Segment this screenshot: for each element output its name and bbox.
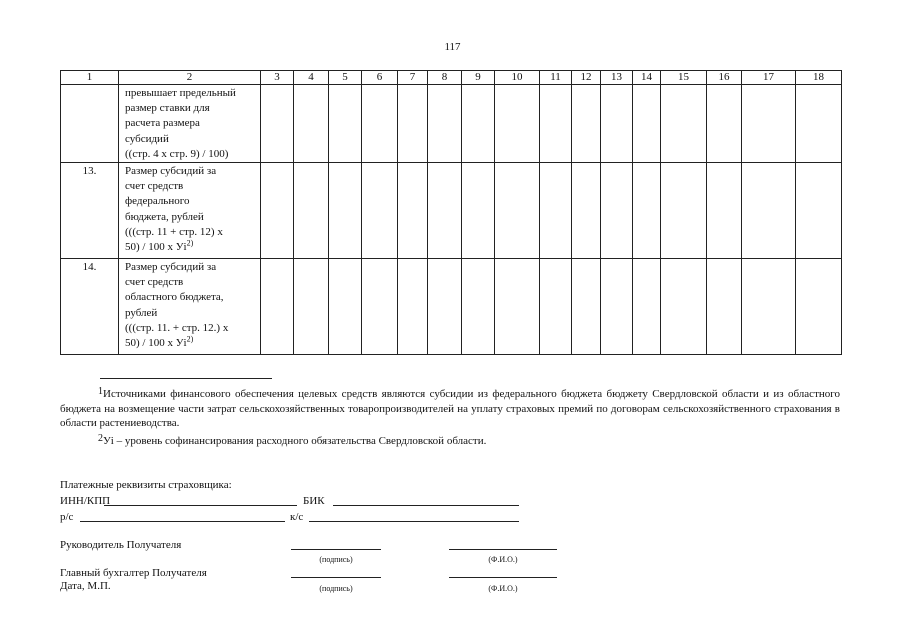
bik-label: БИК: [303, 495, 325, 507]
row-number: 13.: [61, 163, 119, 259]
value-cell[interactable]: [495, 259, 540, 355]
description-line: [125, 132, 256, 147]
value-cell[interactable]: [742, 85, 796, 163]
header-cell: 3: [261, 71, 294, 85]
value-cell[interactable]: [362, 85, 398, 163]
footnote-2-text: Уi – уровень софинансирования расходного обязательства Свердловской области.: [103, 435, 487, 447]
row-description: [119, 163, 261, 259]
description-line: [125, 336, 256, 351]
header-cell: 8: [428, 71, 462, 85]
value-cell[interactable]: [462, 163, 495, 259]
rs-field[interactable]: [80, 521, 285, 522]
description-line-text: счет средств: [125, 180, 184, 193]
bik-field[interactable]: [333, 505, 519, 506]
value-cell[interactable]: [707, 163, 742, 259]
value-cell[interactable]: [398, 259, 428, 355]
value-cell[interactable]: [261, 163, 294, 259]
value-cell[interactable]: [398, 85, 428, 163]
accountant-name-line[interactable]: [449, 577, 557, 578]
head-signature-caption: (подпись): [319, 555, 353, 564]
header-cell: 15: [661, 71, 707, 85]
header-cell: 11: [540, 71, 572, 85]
value-cell[interactable]: [362, 259, 398, 355]
value-cell[interactable]: [633, 163, 661, 259]
description-line-text: рублей: [125, 306, 158, 319]
header-cell: 16: [707, 71, 742, 85]
value-cell[interactable]: [572, 85, 601, 163]
value-cell[interactable]: [601, 259, 633, 355]
value-cell[interactable]: [633, 259, 661, 355]
value-cell[interactable]: [294, 85, 329, 163]
value-cell[interactable]: [540, 259, 572, 355]
accountant-signature-line[interactable]: [291, 577, 381, 578]
description-line: [125, 179, 256, 194]
table-row: [61, 85, 842, 163]
description-line-text: счет средств: [125, 276, 184, 289]
value-cell[interactable]: [742, 163, 796, 259]
row-number: [61, 85, 119, 163]
inn-kpp-field[interactable]: [104, 505, 297, 506]
table-row: [61, 163, 842, 259]
value-cell[interactable]: [428, 163, 462, 259]
description-line: [125, 290, 256, 305]
description-line: [125, 164, 256, 179]
header-cell: 2: [119, 71, 261, 85]
value-cell[interactable]: [601, 85, 633, 163]
value-cell[interactable]: [462, 85, 495, 163]
footnote-reference: 2): [186, 334, 194, 344]
rs-label: р/с: [60, 511, 74, 523]
value-cell[interactable]: [428, 259, 462, 355]
value-cell[interactable]: [661, 259, 707, 355]
accountant-label: Главный бухгалтер Получателя: [60, 567, 207, 579]
value-cell[interactable]: [633, 85, 661, 163]
head-signature-line[interactable]: [291, 549, 381, 550]
description-line: [125, 240, 256, 255]
head-name-line[interactable]: [449, 549, 557, 550]
value-cell[interactable]: [661, 85, 707, 163]
value-cell[interactable]: [661, 163, 707, 259]
value-cell[interactable]: [261, 259, 294, 355]
footnote-2: [60, 432, 840, 449]
description-line: [125, 306, 256, 321]
value-cell[interactable]: [294, 259, 329, 355]
description-line-text: субсидий: [125, 132, 169, 145]
header-cell: 17: [742, 71, 796, 85]
description-line: [125, 194, 256, 209]
description-line-text: (((стр. 11 + стр. 12) х: [125, 225, 223, 238]
value-cell[interactable]: [462, 259, 495, 355]
header-row: [61, 71, 842, 85]
description-line-text: бюджета, рублей: [125, 210, 204, 223]
value-cell[interactable]: [572, 259, 601, 355]
footnote-1-text: Источниками финансового обеспечения целевых средств являются субсидии из федерального бюджета бюджету Свердловской области и из областного бюджета на возмещение части затрат сельскохозяйственных товаропроизводителей на уплату страховых премий по договорам сельскохозяйственного страхования в области растениеводства.: [60, 388, 840, 429]
description-line-text: (((стр. 11. + стр. 12.) х: [125, 321, 229, 334]
description-line-text: Размер субсидий за: [125, 165, 217, 178]
value-cell[interactable]: [540, 163, 572, 259]
header-cell: 13: [601, 71, 633, 85]
footnote-separator: [100, 378, 272, 379]
description-line: [125, 116, 256, 131]
head-label: Руководитель Получателя: [60, 539, 182, 551]
header-cell: 4: [294, 71, 329, 85]
accountant-name-caption: (Ф.И.О.): [488, 584, 518, 593]
header-cell: 9: [462, 71, 495, 85]
inn-kpp-label: ИНН/КПП: [60, 495, 111, 507]
row-number: 14.: [61, 259, 119, 355]
description-line: [125, 210, 256, 225]
table-row: [61, 259, 842, 355]
value-cell[interactable]: [572, 163, 601, 259]
description-line: [125, 147, 256, 162]
value-cell[interactable]: [294, 163, 329, 259]
requisites-title: Платежные реквизиты страховщика:: [60, 479, 232, 491]
data-table: [60, 70, 842, 355]
description-line-text: размер ставки для: [125, 102, 210, 115]
description-line-text: расчета размера: [125, 117, 200, 130]
value-cell[interactable]: [428, 85, 462, 163]
footnote-reference: 2): [186, 238, 194, 248]
value-cell[interactable]: [601, 163, 633, 259]
description-line: [125, 275, 256, 290]
header-cell: 10: [495, 71, 540, 85]
value-cell[interactable]: [495, 85, 540, 163]
description-line: [125, 101, 256, 116]
description-line: [125, 260, 256, 275]
header-cell: 12: [572, 71, 601, 85]
value-cell[interactable]: [540, 85, 572, 163]
description-line-text: ((стр. 4 х стр. 9) / 100): [125, 147, 229, 160]
header-cell: 6: [362, 71, 398, 85]
value-cell[interactable]: [707, 85, 742, 163]
value-cell[interactable]: [796, 259, 842, 355]
row-description: [119, 85, 261, 163]
value-cell[interactable]: [796, 85, 842, 163]
value-cell[interactable]: [398, 163, 428, 259]
ks-label: к/с: [290, 511, 304, 523]
description-line: [125, 86, 256, 101]
value-cell[interactable]: [796, 163, 842, 259]
header-cell: 1: [61, 71, 119, 85]
header-cell: 18: [796, 71, 842, 85]
header-cell: 14: [633, 71, 661, 85]
value-cell[interactable]: [329, 85, 362, 163]
footnote-2-mark: 2: [98, 433, 103, 444]
date-label: Дата, М.П.: [60, 580, 111, 592]
ks-field[interactable]: [309, 521, 519, 522]
row-description: [119, 259, 261, 355]
description-line-text: 50) / 100 х Уi: [125, 241, 187, 254]
header-cell: 7: [398, 71, 428, 85]
value-cell[interactable]: [329, 259, 362, 355]
value-cell[interactable]: [362, 163, 398, 259]
description-line-text: 50) / 100 х Уi: [125, 337, 187, 350]
value-cell[interactable]: [707, 259, 742, 355]
value-cell[interactable]: [261, 85, 294, 163]
description-line-text: Размер субсидий за: [125, 261, 217, 274]
header-cell: 5: [329, 71, 362, 85]
value-cell[interactable]: [742, 259, 796, 355]
value-cell[interactable]: [329, 163, 362, 259]
description-line-text: областного бюджета,: [125, 291, 224, 304]
head-name-caption: (Ф.И.О.): [488, 555, 518, 564]
page-number: 117: [444, 41, 461, 53]
accountant-signature-caption: (подпись): [319, 584, 353, 593]
description-line-text: превышает предельный: [125, 87, 236, 99]
description-line-text: федерального: [125, 195, 190, 208]
footnote-1-mark: 1: [98, 386, 103, 397]
footnote-1: [60, 385, 840, 431]
value-cell[interactable]: [495, 163, 540, 259]
